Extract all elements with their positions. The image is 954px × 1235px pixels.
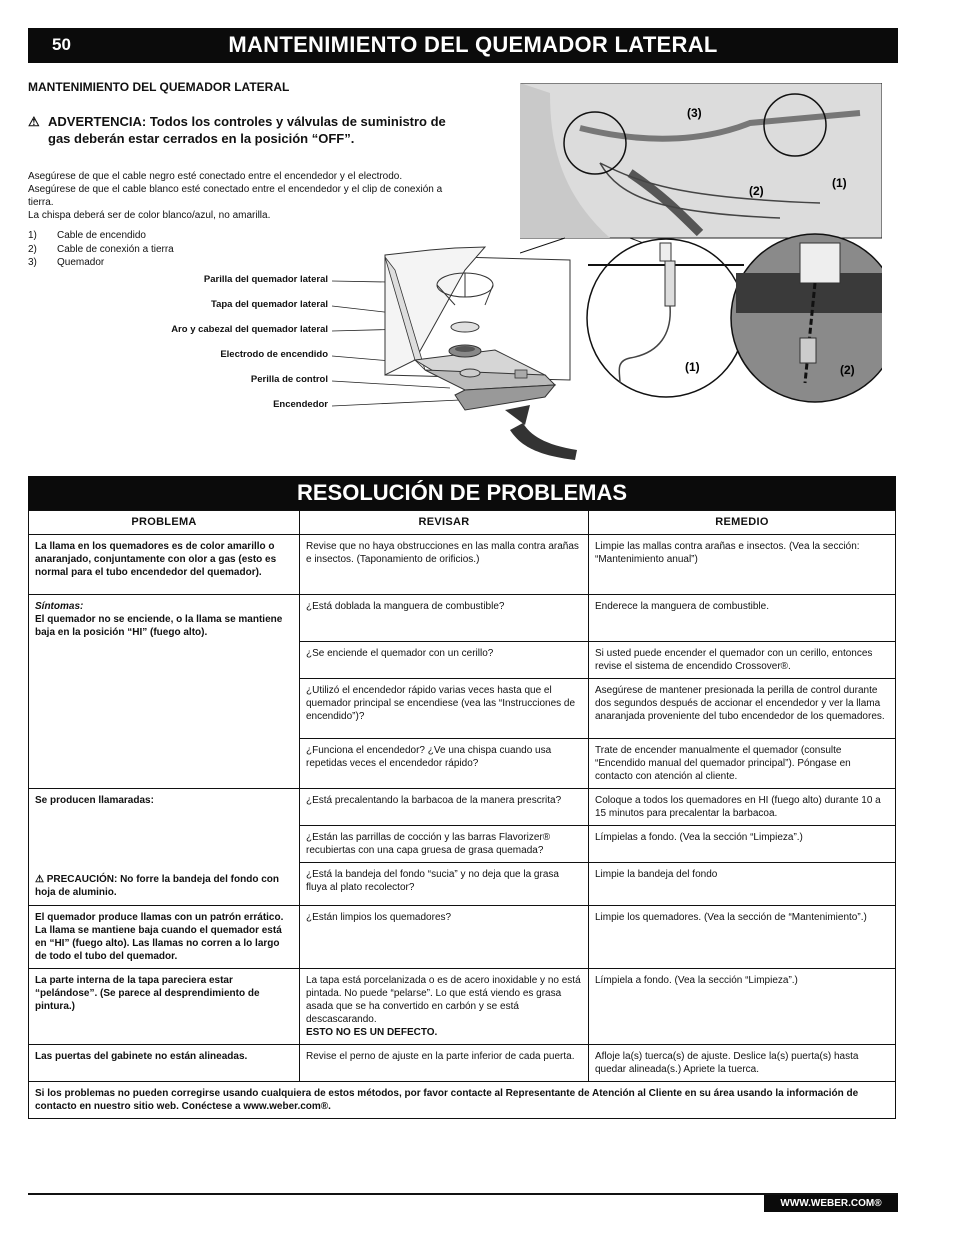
check-cell: ¿Está precalentando la barbacoa de la manera prescrita? (300, 789, 589, 826)
remedy-cell: Limpie los quemadores. (Vea la sección de “Mantenimiento”.) (589, 906, 896, 969)
callout-label: Perilla de control (250, 374, 328, 385)
remedy-cell: Asegúrese de mantener presionada la perilla de control durante dos segundos después de accionar el encendedor y ver la llama anaranjada proveniente del tubo encendedor de los quemadores. (589, 679, 896, 739)
contact-note: Si los problemas no pueden corregirse usando cualquiera de estos métodos, por favor contacte al Representante de Atención al Cliente en su área usando la información de contacto en nuestro sitio web. Conéctese a www.weber.com®. (29, 1082, 896, 1119)
check-cell: Revise que no haya obstrucciones en las malla contra arañas e insectos. (Taponamiento de orificios.) (300, 535, 589, 595)
table-row (29, 969, 896, 1045)
instruction-line: La chispa deberá ser de color blanco/azul, no amarilla. (28, 210, 271, 221)
remedy-cell: Límpiela a fondo. (Vea la sección “Limpieza”.) (589, 969, 896, 1045)
label-3: (3) (687, 106, 702, 120)
column-header-problem: PROBLEMA (29, 511, 300, 535)
circle-label-1: (1) (685, 360, 700, 374)
problem-cell: La parte interna de la tapa pareciera estar “pelándose”. (Se parece al desprendimiento de pintura.) (29, 969, 300, 1045)
table-row (29, 595, 896, 642)
problem-cell: Las puertas del gabinete no están alineadas. (29, 1045, 300, 1082)
problem-text: El quemador no se enciende, o la llama se mantiene baja en la posición “HI” (fuego alto). (35, 614, 283, 638)
not-defect-note: ESTO NO ES UN DEFECTO. (306, 1027, 438, 1038)
check-cell: ¿Están las parrillas de cocción y las barras Flavorizer® recubiertas con una capa gruesa de grasa quemada? (300, 826, 589, 863)
remedy-cell: Límpielas a fondo. (Vea la sección “Limpieza”.) (589, 826, 896, 863)
remedy-cell: Coloque a todos los quemadores en HI (fuego alto) durante 10 a 15 minutos para precalentar la barbacoa. (589, 789, 896, 826)
caution-text: PRECAUCIÓN: No forre la bandeja del fondo con hoja de aluminio. (35, 874, 279, 898)
callout-label: Parilla del quemador lateral (203, 274, 328, 285)
label-2: (2) (749, 184, 764, 198)
list-item: 3) Quemador (28, 257, 105, 268)
table-row (29, 1045, 896, 1082)
remedy-cell: Limpie la bandeja del fondo (589, 863, 896, 906)
list-item: 1) Cable de encendido (28, 230, 146, 241)
parts-list (28, 229, 174, 270)
burner-ignition-photo (520, 83, 882, 403)
check-cell: ¿Están limpios los quemadores? (300, 906, 589, 969)
table-footer-row (29, 1082, 896, 1119)
remedy-cell: Afloje la(s) tuerca(s) de ajuste. Deslice la(s) puerta(s) hasta quedar alineada(s.) Apriete la tuerca. (589, 1045, 896, 1082)
check-cell: ¿Está la bandeja del fondo “sucia” y no deja que la grasa fluya al plato recolector? (300, 863, 589, 906)
problem-cell (29, 595, 300, 789)
problem-text: Se producen llamaradas: (35, 795, 154, 806)
callout-label: Electrodo de encendido (220, 349, 328, 360)
problem-cell: El quemador produce llamas con un patrón errático. La llama se mantiene baja cuando el quemador está en “HI” (fuego alto). Las llamas no corren a lo largo de todo el tubo del quemador. (29, 906, 300, 969)
column-header-check: REVISAR (300, 511, 589, 535)
instruction-line: Asegúrese de que el cable blanco esté conectado entre el encendedor y el clip de conexión a tierra. (28, 184, 443, 208)
symptoms-label: Síntomas: (35, 601, 84, 612)
check-cell: ¿Está doblada la manguera de combustible? (300, 595, 589, 642)
page-title: MANTENIMIENTO DEL QUEMADOR LATERAL (228, 32, 718, 57)
section-heading: MANTENIMIENTO DEL QUEMADOR LATERAL (28, 80, 290, 94)
warning-notice (28, 113, 448, 147)
remedy-cell: Enderece la manguera de combustible. (589, 595, 896, 642)
label-1: (1) (832, 176, 847, 190)
check-cell: Revise el perno de ajuste en la parte inferior de cada puerta. (300, 1045, 589, 1082)
table-row (29, 789, 896, 826)
remedy-cell: Si usted puede encender el quemador con un cerillo, entonces revise el sistema de encendido Crossover®. (589, 642, 896, 679)
check-cell (300, 969, 589, 1045)
instruction-line: Asegúrese de que el cable negro esté conectado entre el encendedor y el electrodo. (28, 171, 403, 182)
diagram-callouts (100, 274, 328, 424)
callout-label: Tapa del quemador lateral (210, 299, 328, 310)
remedy-cell: Trate de encender manualmente el quemador (consulte “Encendido manual del quemador principal”). Póngase en contacto con atención al cliente. (589, 739, 896, 789)
circle-label-2: (2) (840, 363, 855, 377)
caution-notice (35, 873, 293, 899)
table-row (29, 906, 896, 969)
check-cell: ¿Funciona el encendedor? ¿Ve una chispa cuando usa repetidas veces el encendedor rápido? (300, 739, 589, 789)
instructions (28, 170, 448, 222)
callout-label: Encendedor (273, 399, 328, 410)
check-cell: ¿Utilizó el encendedor rápido varias veces hasta que el quemador principal se encendiese (vea las “Instrucciones de encendido”)? (300, 679, 589, 739)
troubleshooting-title: RESOLUCIÓN DE PROBLEMAS (28, 476, 896, 510)
table-row (29, 535, 896, 595)
remedy-cell: Limpie las mallas contra arañas e insectos. (Vea la sección: “Mantenimiento anual”) (589, 535, 896, 595)
warning-text: ADVERTENCIA: Todos los controles y válvulas de suministro de gas deberán estar cerrados en la posición “OFF”. (48, 114, 446, 146)
callout-label: Aro y cabezal del quemador lateral (171, 324, 328, 335)
website-tag: WWW.WEBER.COM® (764, 1195, 898, 1212)
troubleshooting-table (28, 510, 896, 1119)
caution-icon: ⚠ (35, 874, 44, 885)
page-number: 50 (52, 35, 71, 54)
problem-cell (29, 789, 300, 906)
header-bar (28, 28, 898, 63)
check-text: La tapa está porcelanizada o es de acero inoxidable y no está pintada. No puede “pelarse”. Lo que está viendo es grasa asada que se ha convertido en carbón y se está descascarando. (306, 975, 581, 1025)
list-item: 2) Cable de conexión a tierra (28, 243, 174, 255)
check-cell: ¿Se enciende el quemador con un cerillo? (300, 642, 589, 679)
warning-icon: ⚠ (28, 114, 40, 129)
column-header-remedy: REMEDIO (589, 511, 896, 535)
table-header-row (29, 511, 896, 535)
problem-cell: La llama en los quemadores es de color amarillo o anaranjado, conjuntamente con olor a gas (esto es normal para el tubo encendedor del quemador). (29, 535, 300, 595)
